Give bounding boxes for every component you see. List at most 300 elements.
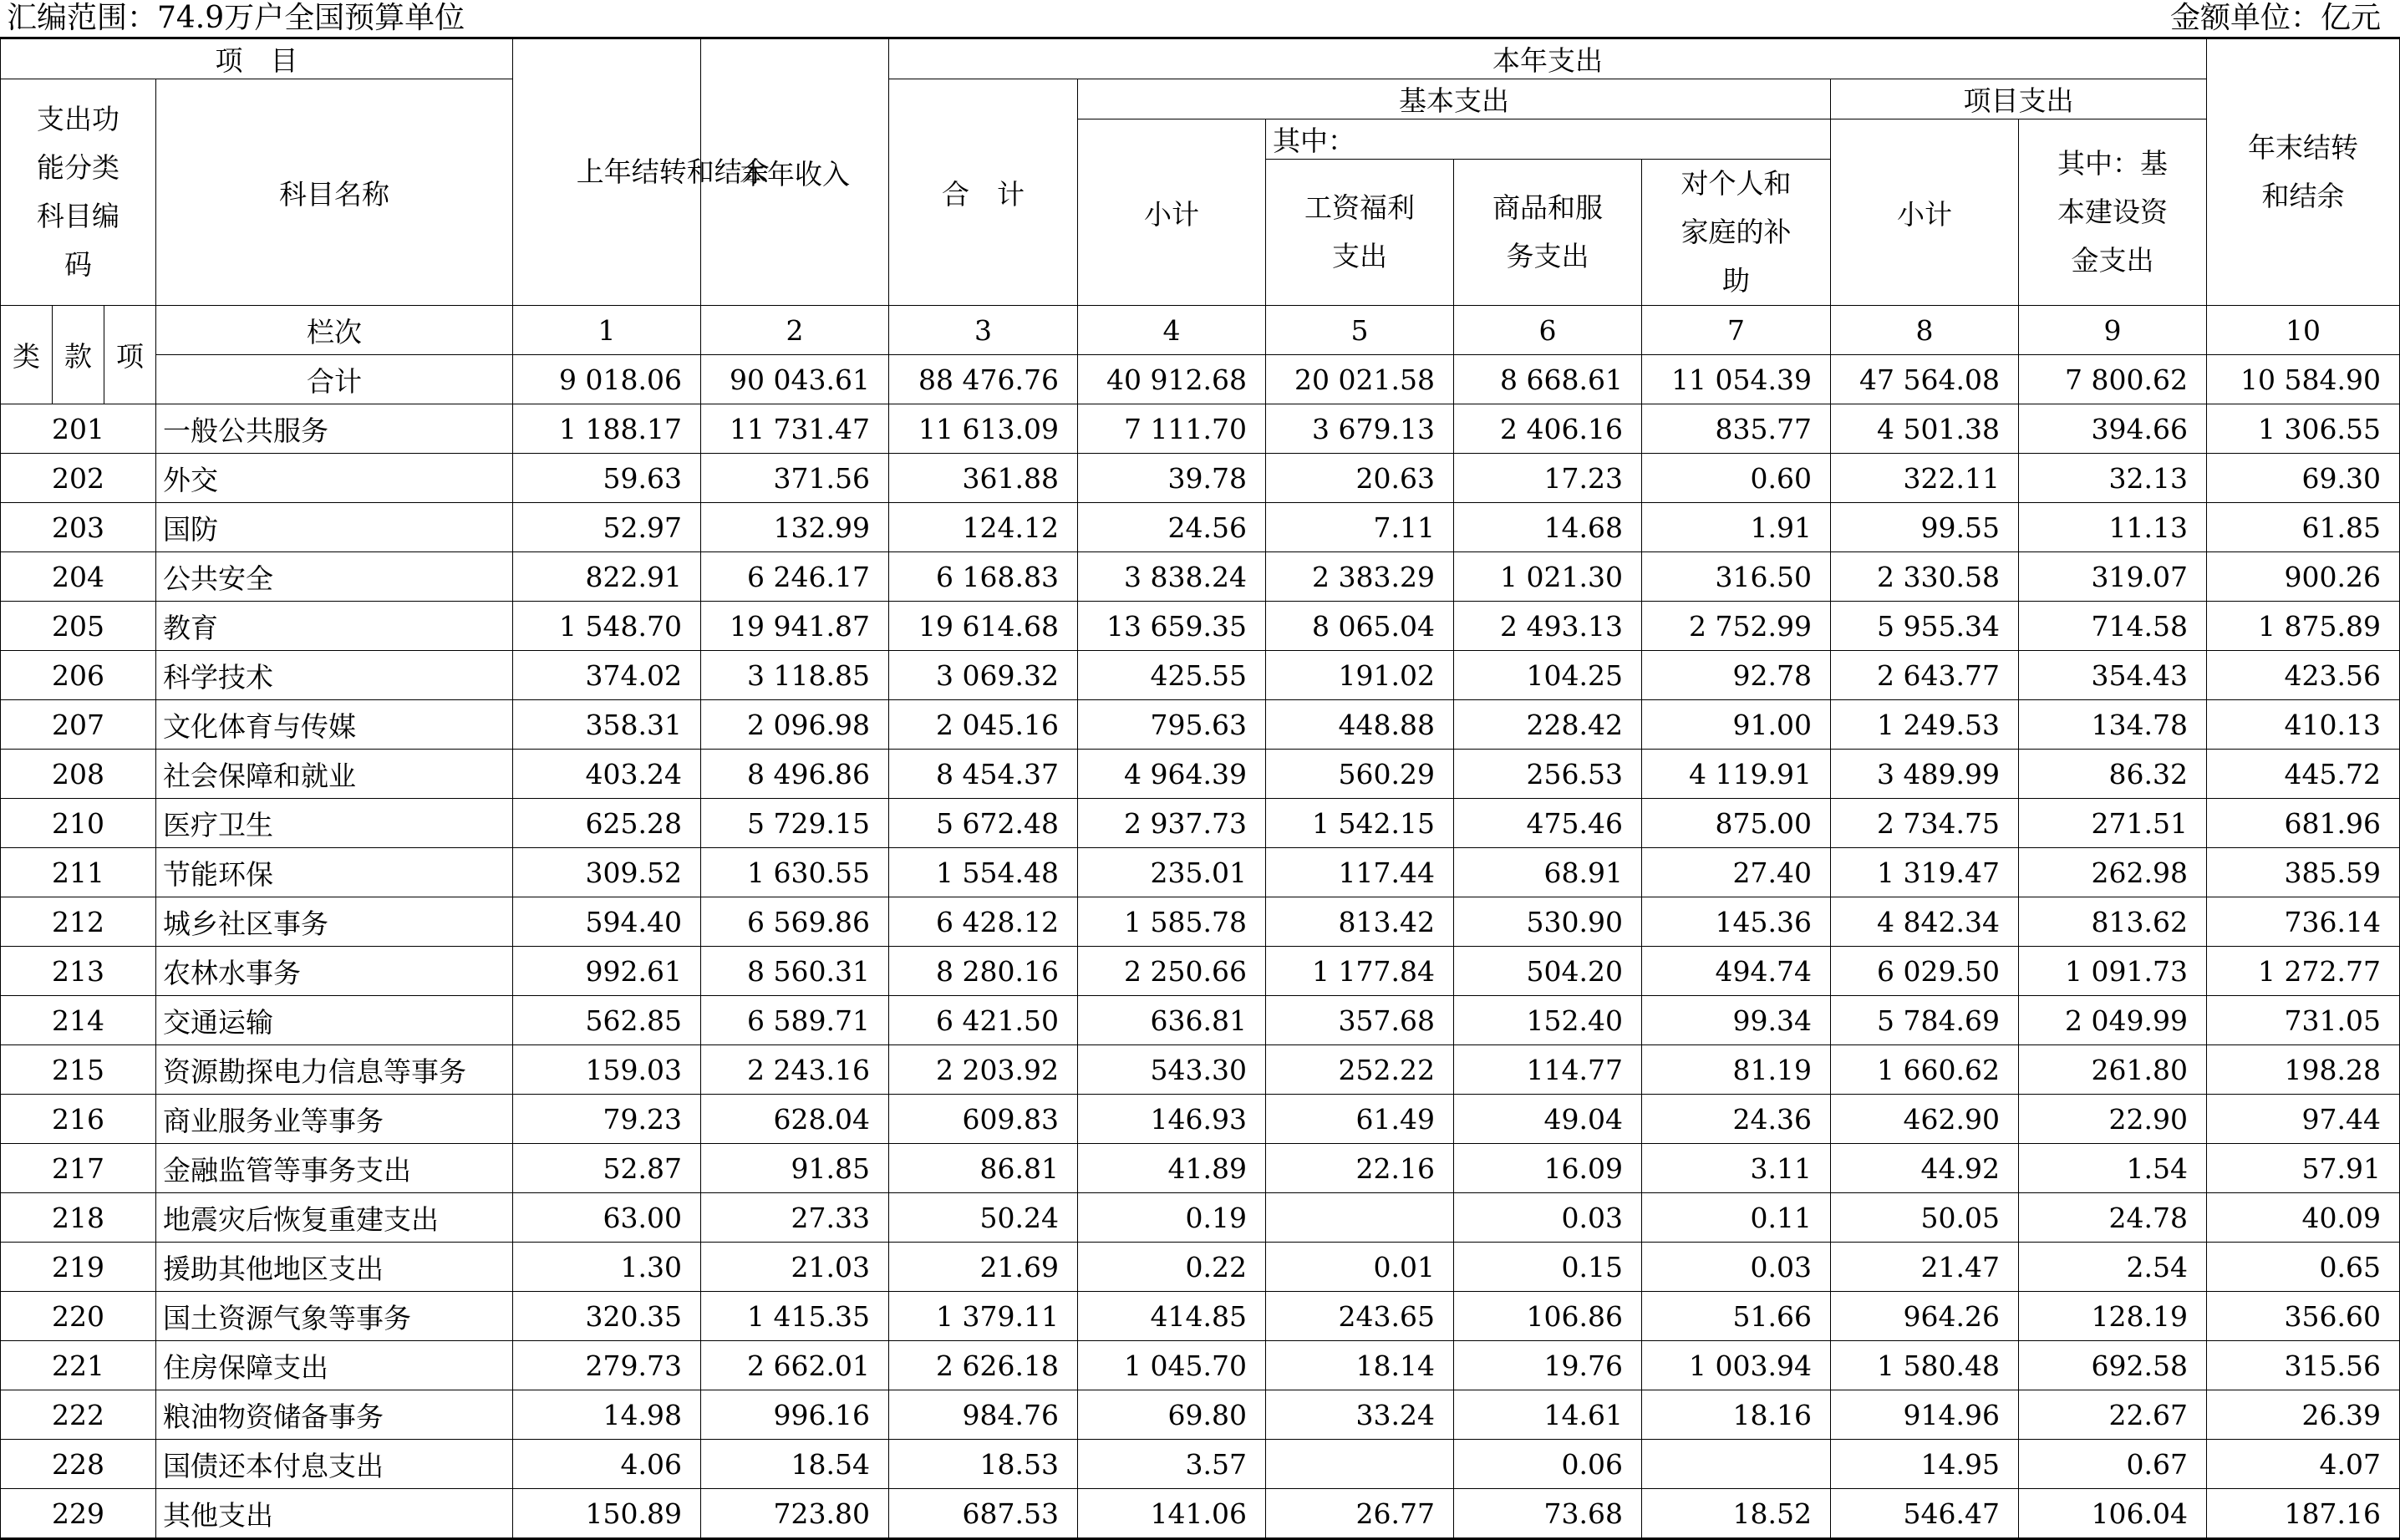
table-row bbox=[1, 1390, 2400, 1440]
row-subject-name: 公共安全 bbox=[156, 552, 513, 602]
row-value-col-2: 1 415.35 bbox=[701, 1292, 889, 1341]
row-value-col-8: 1 580.48 bbox=[1831, 1341, 2019, 1390]
row-value-col-6: 73.68 bbox=[1454, 1489, 1642, 1539]
header-project-subtotal: 小计 bbox=[1831, 119, 2019, 306]
row-value-col-3: 2 045.16 bbox=[889, 700, 1078, 750]
row-value-col-6: 14.61 bbox=[1454, 1390, 1642, 1440]
row-code: 221 bbox=[1, 1341, 156, 1390]
row-value-col-3: 5 672.48 bbox=[889, 799, 1078, 848]
row-value-col-6: 2 493.13 bbox=[1454, 602, 1642, 651]
row-code: 213 bbox=[1, 947, 156, 996]
header-project-expense: 项目支出 bbox=[1831, 79, 2207, 119]
row-value-col-1: 1 188.17 bbox=[513, 404, 701, 454]
row-value-col-8: 21.47 bbox=[1831, 1243, 2019, 1292]
column-number: 8 bbox=[1831, 306, 2019, 355]
row-subject-name: 农林水事务 bbox=[156, 947, 513, 996]
table-row bbox=[1, 503, 2400, 552]
row-code: 212 bbox=[1, 897, 156, 947]
table-row bbox=[1, 1292, 2400, 1341]
row-value-col-9: 354.43 bbox=[2019, 651, 2207, 700]
row-value-col-1: 1 548.70 bbox=[513, 602, 701, 651]
row-value-col-8: 4 501.38 bbox=[1831, 404, 2019, 454]
row-subject-name: 文化体育与传媒 bbox=[156, 700, 513, 750]
row-value-col-5: 357.68 bbox=[1266, 996, 1454, 1045]
row-value-col-5 bbox=[1266, 1440, 1454, 1489]
scope-label: 汇编范围：74.9万户全国预算单位 bbox=[7, 1, 465, 35]
header-item: 项 目 bbox=[1, 38, 513, 79]
row-value-col-8: 1 319.47 bbox=[1831, 848, 2019, 897]
row-value-col-8: 4 842.34 bbox=[1831, 897, 2019, 947]
row-value-col-5: 18.14 bbox=[1266, 1341, 1454, 1390]
row-value-col-9: 0.67 bbox=[2019, 1440, 2207, 1489]
row-value-col-4: 795.63 bbox=[1078, 700, 1266, 750]
row-subject-name: 一般公共服务 bbox=[156, 404, 513, 454]
row-value-col-2: 11 731.47 bbox=[701, 404, 889, 454]
row-code: 218 bbox=[1, 1193, 156, 1243]
row-code: 215 bbox=[1, 1045, 156, 1095]
row-value-col-3: 18.53 bbox=[889, 1440, 1078, 1489]
row-value-col-8: 5 784.69 bbox=[1831, 996, 2019, 1045]
row-value-col-5: 2 383.29 bbox=[1266, 552, 1454, 602]
row-value-col-6: 228.42 bbox=[1454, 700, 1642, 750]
row-value-col-2: 3 118.85 bbox=[701, 651, 889, 700]
row-value-col-3: 361.88 bbox=[889, 454, 1078, 503]
row-value-col-5 bbox=[1266, 1193, 1454, 1243]
row-value-col-5: 448.88 bbox=[1266, 700, 1454, 750]
row-value-col-10: 0.65 bbox=[2207, 1243, 2400, 1292]
row-code: 219 bbox=[1, 1243, 156, 1292]
row-value-col-10: 410.13 bbox=[2207, 700, 2400, 750]
row-subject-name: 住房保障支出 bbox=[156, 1341, 513, 1390]
column-number: 9 bbox=[2019, 306, 2207, 355]
row-value-col-4: 2 250.66 bbox=[1078, 947, 1266, 996]
row-value-col-6: 504.20 bbox=[1454, 947, 1642, 996]
table-row bbox=[1, 1144, 2400, 1193]
row-value-col-7: 18.52 bbox=[1642, 1489, 1831, 1539]
row-value-col-3: 2 203.92 bbox=[889, 1045, 1078, 1095]
header-column-index-label: 栏次 bbox=[156, 306, 513, 355]
row-value-col-2: 18.54 bbox=[701, 1440, 889, 1489]
table-row bbox=[1, 1193, 2400, 1243]
unit-label: 金额单位：亿元 bbox=[2169, 1, 2381, 35]
row-value-col-5: 22.16 bbox=[1266, 1144, 1454, 1193]
header-basic-expense: 基本支出 bbox=[1078, 79, 1831, 119]
row-code: 207 bbox=[1, 700, 156, 750]
row-value-col-2: 5 729.15 bbox=[701, 799, 889, 848]
row-value-col-7: 2 752.99 bbox=[1642, 602, 1831, 651]
row-value-col-6: 0.06 bbox=[1454, 1440, 1642, 1489]
row-value-col-5: 252.22 bbox=[1266, 1045, 1454, 1095]
table-row bbox=[1, 700, 2400, 750]
row-value-col-5: 8 065.04 bbox=[1266, 602, 1454, 651]
total-value: 20 021.58 bbox=[1266, 355, 1454, 404]
row-value-col-8: 964.26 bbox=[1831, 1292, 2019, 1341]
row-value-col-2: 1 630.55 bbox=[701, 848, 889, 897]
row-value-col-4: 414.85 bbox=[1078, 1292, 1266, 1341]
row-value-col-8: 6 029.50 bbox=[1831, 947, 2019, 996]
row-code: 208 bbox=[1, 750, 156, 799]
row-value-col-9: 813.62 bbox=[2019, 897, 2207, 947]
row-value-col-5: 243.65 bbox=[1266, 1292, 1454, 1341]
row-value-col-8: 914.96 bbox=[1831, 1390, 2019, 1440]
row-value-col-6: 16.09 bbox=[1454, 1144, 1642, 1193]
row-value-col-7: 494.74 bbox=[1642, 947, 1831, 996]
column-number: 7 bbox=[1642, 306, 1831, 355]
row-value-col-9: 261.80 bbox=[2019, 1045, 2207, 1095]
row-subject-name: 节能环保 bbox=[156, 848, 513, 897]
row-value-col-10: 1 272.77 bbox=[2207, 947, 2400, 996]
row-subject-name: 社会保障和就业 bbox=[156, 750, 513, 799]
row-value-col-9: 714.58 bbox=[2019, 602, 2207, 651]
header-xiang: 项 bbox=[104, 306, 156, 404]
row-value-col-7: 1 003.94 bbox=[1642, 1341, 1831, 1390]
total-value: 88 476.76 bbox=[889, 355, 1078, 404]
row-value-col-9: 692.58 bbox=[2019, 1341, 2207, 1390]
header-basic-subtotal: 小计 bbox=[1078, 119, 1266, 306]
table-row bbox=[1, 1440, 2400, 1489]
row-value-col-2: 19 941.87 bbox=[701, 602, 889, 651]
row-value-col-4: 1 045.70 bbox=[1078, 1341, 1266, 1390]
row-value-col-2: 21.03 bbox=[701, 1243, 889, 1292]
row-value-col-6: 17.23 bbox=[1454, 454, 1642, 503]
row-value-col-7: 875.00 bbox=[1642, 799, 1831, 848]
row-subject-name: 教育 bbox=[156, 602, 513, 651]
header-current-income: 本年收入 bbox=[701, 38, 889, 306]
table-row bbox=[1, 996, 2400, 1045]
table-row bbox=[1, 1243, 2400, 1292]
row-value-col-1: 1.30 bbox=[513, 1243, 701, 1292]
row-code: 228 bbox=[1, 1440, 156, 1489]
row-value-col-10: 57.91 bbox=[2207, 1144, 2400, 1193]
row-value-col-4: 7 111.70 bbox=[1078, 404, 1266, 454]
row-value-col-1: 79.23 bbox=[513, 1095, 701, 1144]
row-value-col-9: 2 049.99 bbox=[2019, 996, 2207, 1045]
row-value-col-3: 8 454.37 bbox=[889, 750, 1078, 799]
row-value-col-9: 262.98 bbox=[2019, 848, 2207, 897]
table-row bbox=[1, 454, 2400, 503]
row-value-col-5: 117.44 bbox=[1266, 848, 1454, 897]
row-value-col-4: 543.30 bbox=[1078, 1045, 1266, 1095]
table-row bbox=[1, 651, 2400, 700]
row-value-col-3: 11 613.09 bbox=[889, 404, 1078, 454]
row-value-col-6: 19.76 bbox=[1454, 1341, 1642, 1390]
row-value-col-1: 279.73 bbox=[513, 1341, 701, 1390]
row-value-col-8: 462.90 bbox=[1831, 1095, 2019, 1144]
row-value-col-9: 106.04 bbox=[2019, 1489, 2207, 1539]
row-value-col-10: 26.39 bbox=[2207, 1390, 2400, 1440]
row-value-col-7: 1.91 bbox=[1642, 503, 1831, 552]
row-value-col-7: 316.50 bbox=[1642, 552, 1831, 602]
row-value-col-3: 687.53 bbox=[889, 1489, 1078, 1539]
row-value-col-9: 134.78 bbox=[2019, 700, 2207, 750]
row-value-col-6: 256.53 bbox=[1454, 750, 1642, 799]
row-value-col-3: 19 614.68 bbox=[889, 602, 1078, 651]
row-value-col-3: 6 168.83 bbox=[889, 552, 1078, 602]
row-value-col-7: 92.78 bbox=[1642, 651, 1831, 700]
row-value-col-4: 3.57 bbox=[1078, 1440, 1266, 1489]
row-subject-name: 商业服务业等事务 bbox=[156, 1095, 513, 1144]
row-value-col-8: 5 955.34 bbox=[1831, 602, 2019, 651]
row-value-col-9: 2.54 bbox=[2019, 1243, 2207, 1292]
row-value-col-7: 145.36 bbox=[1642, 897, 1831, 947]
total-value: 10 584.90 bbox=[2207, 355, 2400, 404]
row-value-col-8: 2 330.58 bbox=[1831, 552, 2019, 602]
row-value-col-4: 146.93 bbox=[1078, 1095, 1266, 1144]
row-subject-name: 国债还本付息支出 bbox=[156, 1440, 513, 1489]
row-code: 204 bbox=[1, 552, 156, 602]
row-value-col-8: 322.11 bbox=[1831, 454, 2019, 503]
row-value-col-4: 69.80 bbox=[1078, 1390, 1266, 1440]
row-code: 220 bbox=[1, 1292, 156, 1341]
row-value-col-5: 0.01 bbox=[1266, 1243, 1454, 1292]
row-value-col-7: 99.34 bbox=[1642, 996, 1831, 1045]
row-value-col-1: 403.24 bbox=[513, 750, 701, 799]
row-value-col-6: 475.46 bbox=[1454, 799, 1642, 848]
row-value-col-7: 18.16 bbox=[1642, 1390, 1831, 1440]
row-value-col-9: 11.13 bbox=[2019, 503, 2207, 552]
row-value-col-10: 1 306.55 bbox=[2207, 404, 2400, 454]
row-value-col-2: 723.80 bbox=[701, 1489, 889, 1539]
row-value-col-4: 235.01 bbox=[1078, 848, 1266, 897]
row-value-col-2: 91.85 bbox=[701, 1144, 889, 1193]
header-of-which: 其中： bbox=[1266, 119, 1831, 160]
column-number: 6 bbox=[1454, 306, 1642, 355]
row-value-col-3: 21.69 bbox=[889, 1243, 1078, 1292]
row-subject-name: 国防 bbox=[156, 503, 513, 552]
row-subject-name: 外交 bbox=[156, 454, 513, 503]
row-value-col-1: 358.31 bbox=[513, 700, 701, 750]
row-value-col-8: 2 734.75 bbox=[1831, 799, 2019, 848]
table-row bbox=[1, 1341, 2400, 1390]
budget-expenditure-table bbox=[0, 37, 2400, 1540]
row-value-col-8: 14.95 bbox=[1831, 1440, 2019, 1489]
total-value: 7 800.62 bbox=[2019, 355, 2207, 404]
row-value-col-2: 2 096.98 bbox=[701, 700, 889, 750]
row-value-col-7: 24.36 bbox=[1642, 1095, 1831, 1144]
row-value-col-6: 0.03 bbox=[1454, 1193, 1642, 1243]
row-value-col-5: 33.24 bbox=[1266, 1390, 1454, 1440]
row-code: 229 bbox=[1, 1489, 156, 1539]
row-value-col-1: 52.97 bbox=[513, 503, 701, 552]
row-value-col-5: 7.11 bbox=[1266, 503, 1454, 552]
row-value-col-6: 1 021.30 bbox=[1454, 552, 1642, 602]
row-code: 205 bbox=[1, 602, 156, 651]
table-row bbox=[1, 1489, 2400, 1539]
header-lei: 类 bbox=[1, 306, 53, 404]
row-value-col-6: 0.15 bbox=[1454, 1243, 1642, 1292]
row-value-col-6: 49.04 bbox=[1454, 1095, 1642, 1144]
row-value-col-4: 13 659.35 bbox=[1078, 602, 1266, 651]
row-value-col-9: 1.54 bbox=[2019, 1144, 2207, 1193]
row-value-col-7: 0.60 bbox=[1642, 454, 1831, 503]
table-row bbox=[1, 799, 2400, 848]
row-value-col-10: 736.14 bbox=[2207, 897, 2400, 947]
row-value-col-5: 3 679.13 bbox=[1266, 404, 1454, 454]
row-value-col-3: 8 280.16 bbox=[889, 947, 1078, 996]
total-row bbox=[1, 355, 2400, 404]
row-subject-name: 城乡社区事务 bbox=[156, 897, 513, 947]
row-subject-name: 科学技术 bbox=[156, 651, 513, 700]
row-subject-name: 粮油物资储备事务 bbox=[156, 1390, 513, 1440]
row-value-col-5: 191.02 bbox=[1266, 651, 1454, 700]
row-value-col-10: 423.56 bbox=[2207, 651, 2400, 700]
row-value-col-10: 40.09 bbox=[2207, 1193, 2400, 1243]
row-value-col-2: 8 560.31 bbox=[701, 947, 889, 996]
row-subject-name: 交通运输 bbox=[156, 996, 513, 1045]
row-value-col-5: 20.63 bbox=[1266, 454, 1454, 503]
row-value-col-8: 50.05 bbox=[1831, 1193, 2019, 1243]
row-value-col-8: 546.47 bbox=[1831, 1489, 2019, 1539]
row-value-col-2: 371.56 bbox=[701, 454, 889, 503]
row-value-col-1: 52.87 bbox=[513, 1144, 701, 1193]
row-value-col-6: 14.68 bbox=[1454, 503, 1642, 552]
row-value-col-3: 50.24 bbox=[889, 1193, 1078, 1243]
row-value-col-9: 24.78 bbox=[2019, 1193, 2207, 1243]
table-row bbox=[1, 947, 2400, 996]
total-row-label: 合计 bbox=[156, 355, 513, 404]
row-value-col-2: 6 569.86 bbox=[701, 897, 889, 947]
row-value-col-1: 822.91 bbox=[513, 552, 701, 602]
table-row bbox=[1, 848, 2400, 897]
row-value-col-3: 6 428.12 bbox=[889, 897, 1078, 947]
column-number: 5 bbox=[1266, 306, 1454, 355]
row-code: 214 bbox=[1, 996, 156, 1045]
row-value-col-4: 4 964.39 bbox=[1078, 750, 1266, 799]
total-value: 8 668.61 bbox=[1454, 355, 1642, 404]
row-value-col-5: 1 542.15 bbox=[1266, 799, 1454, 848]
row-value-col-3: 3 069.32 bbox=[889, 651, 1078, 700]
row-value-col-3: 1 379.11 bbox=[889, 1292, 1078, 1341]
header-total: 合 计 bbox=[889, 79, 1078, 306]
row-value-col-4: 2 937.73 bbox=[1078, 799, 1266, 848]
row-value-col-4: 0.19 bbox=[1078, 1193, 1266, 1243]
row-value-col-7: 3.11 bbox=[1642, 1144, 1831, 1193]
row-value-col-10: 731.05 bbox=[2207, 996, 2400, 1045]
total-value: 9 018.06 bbox=[513, 355, 701, 404]
header-goods-services: 商品和服务支出 bbox=[1454, 160, 1642, 306]
row-value-col-1: 562.85 bbox=[513, 996, 701, 1045]
row-value-col-1: 992.61 bbox=[513, 947, 701, 996]
row-value-col-4: 41.89 bbox=[1078, 1144, 1266, 1193]
table-row bbox=[1, 750, 2400, 799]
row-subject-name: 医疗卫生 bbox=[156, 799, 513, 848]
row-value-col-7: 835.77 bbox=[1642, 404, 1831, 454]
column-number: 10 bbox=[2207, 306, 2400, 355]
row-value-col-9: 1 091.73 bbox=[2019, 947, 2207, 996]
row-value-col-8: 1 660.62 bbox=[1831, 1045, 2019, 1095]
header-year-end-balance: 年末结转和结余 bbox=[2207, 38, 2400, 306]
row-value-col-9: 86.32 bbox=[2019, 750, 2207, 799]
table-caption bbox=[0, 0, 2399, 37]
header-personal-subsidy: 对个人和家庭的补助 bbox=[1642, 160, 1831, 306]
column-number: 1 bbox=[513, 306, 701, 355]
row-subject-name: 援助其他地区支出 bbox=[156, 1243, 513, 1292]
row-value-col-4: 24.56 bbox=[1078, 503, 1266, 552]
row-value-col-3: 6 421.50 bbox=[889, 996, 1078, 1045]
row-value-col-9: 32.13 bbox=[2019, 454, 2207, 503]
row-value-col-4: 425.55 bbox=[1078, 651, 1266, 700]
row-subject-name: 资源勘探电力信息等事务 bbox=[156, 1045, 513, 1095]
table-row bbox=[1, 404, 2400, 454]
row-value-col-2: 996.16 bbox=[701, 1390, 889, 1440]
header-wages: 工资福利支出 bbox=[1266, 160, 1454, 306]
total-value: 90 043.61 bbox=[701, 355, 889, 404]
row-value-col-1: 14.98 bbox=[513, 1390, 701, 1440]
row-value-col-5: 1 177.84 bbox=[1266, 947, 1454, 996]
header-capital-construction: 其中：基本建设资金支出 bbox=[2019, 119, 2207, 306]
row-value-col-6: 114.77 bbox=[1454, 1045, 1642, 1095]
row-value-col-9: 22.67 bbox=[2019, 1390, 2207, 1440]
row-value-col-10: 315.56 bbox=[2207, 1341, 2400, 1390]
table-row bbox=[1, 1095, 2400, 1144]
row-value-col-6: 2 406.16 bbox=[1454, 404, 1642, 454]
row-value-col-2: 2 662.01 bbox=[701, 1341, 889, 1390]
row-value-col-1: 63.00 bbox=[513, 1193, 701, 1243]
row-value-col-10: 61.85 bbox=[2207, 503, 2400, 552]
row-value-col-9: 128.19 bbox=[2019, 1292, 2207, 1341]
row-value-col-2: 6 246.17 bbox=[701, 552, 889, 602]
row-value-col-3: 984.76 bbox=[889, 1390, 1078, 1440]
row-value-col-7: 0.11 bbox=[1642, 1193, 1831, 1243]
row-value-col-3: 2 626.18 bbox=[889, 1341, 1078, 1390]
row-value-col-10: 97.44 bbox=[2207, 1095, 2400, 1144]
row-code: 216 bbox=[1, 1095, 156, 1144]
row-value-col-2: 628.04 bbox=[701, 1095, 889, 1144]
row-value-col-10: 1 875.89 bbox=[2207, 602, 2400, 651]
column-number: 2 bbox=[701, 306, 889, 355]
row-value-col-10: 198.28 bbox=[2207, 1045, 2400, 1095]
row-subject-name: 地震灾后恢复重建支出 bbox=[156, 1193, 513, 1243]
row-value-col-2: 132.99 bbox=[701, 503, 889, 552]
row-value-col-9: 22.90 bbox=[2019, 1095, 2207, 1144]
row-value-col-4: 39.78 bbox=[1078, 454, 1266, 503]
row-value-col-2: 2 243.16 bbox=[701, 1045, 889, 1095]
row-value-col-3: 86.81 bbox=[889, 1144, 1078, 1193]
row-value-col-8: 99.55 bbox=[1831, 503, 2019, 552]
row-value-col-1: 374.02 bbox=[513, 651, 701, 700]
row-value-col-7: 0.03 bbox=[1642, 1243, 1831, 1292]
row-subject-name: 国土资源气象等事务 bbox=[156, 1292, 513, 1341]
row-value-col-10: 356.60 bbox=[2207, 1292, 2400, 1341]
row-code: 211 bbox=[1, 848, 156, 897]
row-value-col-4: 3 838.24 bbox=[1078, 552, 1266, 602]
row-value-col-2: 27.33 bbox=[701, 1193, 889, 1243]
row-value-col-2: 8 496.86 bbox=[701, 750, 889, 799]
header-subject-name: 科目名称 bbox=[156, 79, 513, 306]
row-value-col-7: 27.40 bbox=[1642, 848, 1831, 897]
row-code: 222 bbox=[1, 1390, 156, 1440]
table-row bbox=[1, 602, 2400, 651]
row-value-col-10: 445.72 bbox=[2207, 750, 2400, 799]
row-value-col-10: 900.26 bbox=[2207, 552, 2400, 602]
row-value-col-10: 69.30 bbox=[2207, 454, 2400, 503]
table-row bbox=[1, 552, 2400, 602]
table-row bbox=[1, 1045, 2400, 1095]
row-value-col-1: 320.35 bbox=[513, 1292, 701, 1341]
row-code: 201 bbox=[1, 404, 156, 454]
row-value-col-5: 61.49 bbox=[1266, 1095, 1454, 1144]
row-value-col-8: 3 489.99 bbox=[1831, 750, 2019, 799]
column-number: 4 bbox=[1078, 306, 1266, 355]
row-value-col-3: 609.83 bbox=[889, 1095, 1078, 1144]
row-code: 206 bbox=[1, 651, 156, 700]
header-last-year-balance: 上年结转和结余 bbox=[513, 38, 701, 306]
header-kuan: 款 bbox=[53, 306, 104, 404]
row-value-col-4: 636.81 bbox=[1078, 996, 1266, 1045]
total-value: 40 912.68 bbox=[1078, 355, 1266, 404]
row-value-col-9: 394.66 bbox=[2019, 404, 2207, 454]
row-value-col-1: 150.89 bbox=[513, 1489, 701, 1539]
